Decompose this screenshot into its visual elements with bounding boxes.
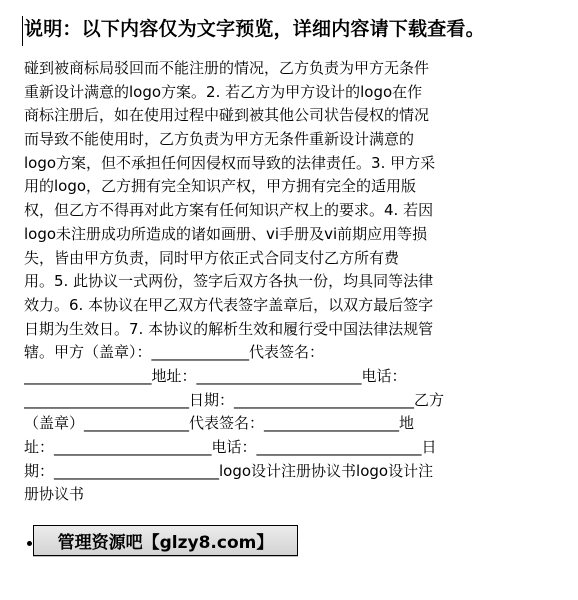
body-line: 期：______________________logo设计注册协议书logo设计注 <box>24 461 434 480</box>
body-line: 重新设计满意的logo方案。2. 若乙方为甲方设计的logo在作 <box>24 82 423 101</box>
body-line: 效力。6. 本协议在甲乙双方代表签字盖章后，以双方最后签字 <box>24 295 434 314</box>
body-line: 商标注册后，如在使用过程中碰到被其他公司状告侵权的情况 <box>24 106 430 125</box>
document-body <box>24 57 559 507</box>
body-line: 册协议书 <box>24 485 85 504</box>
watermark-badge: 管理资源吧【glzy8.com】 <box>33 525 298 556</box>
paragraph-marker <box>27 541 32 546</box>
body-line: 碰到被商标局驳回而不能注册的情况，乙方负责为甲方无条件 <box>24 59 430 77</box>
body-line: 日期为生效日。7. 本协议的解析生效和履行受中国法律法规管 <box>24 319 434 338</box>
body-line: 址：_____________________电话：______________________日 <box>24 438 437 456</box>
body-line: 用。5. 此协议一式两份，签字后双方各执一份，均具同等法律 <box>24 272 434 291</box>
body-line: logo方案，但不承担任何因侵权而导致的法律责任。3. 甲方采 <box>24 153 436 172</box>
body-line: 失，皆由甲方负责，同时甲方依正式合同支付乙方所有费 <box>24 248 400 267</box>
body-line: 用的logo，乙方拥有完全知识产权，甲方拥有完全的适用版 <box>24 177 417 196</box>
body-line: 辖。甲方（盖章）：_____________代表签名： <box>24 343 325 362</box>
body-line: （盖章）______________代表签名：__________________地 <box>24 414 415 433</box>
body-line: _________________地址：______________________电话： <box>24 366 407 385</box>
text-cursor <box>22 16 23 46</box>
preview-notice: 说明：以下内容仅为文字预览，详细内容请下载查看。 <box>24 18 485 40</box>
body-line: logo未注册成功所造成的诸如画册、vi手册及vi前期应用等损 <box>24 224 428 243</box>
body-line: ______________________日期：________________________乙方 <box>24 390 445 409</box>
body-line: 权，但乙方不得再对此方案有任何知识产权上的要求。4. 若因 <box>24 201 434 220</box>
body-line: 而导致不能使用时，乙方负责为甲方无条件重新设计满意的 <box>24 130 415 149</box>
